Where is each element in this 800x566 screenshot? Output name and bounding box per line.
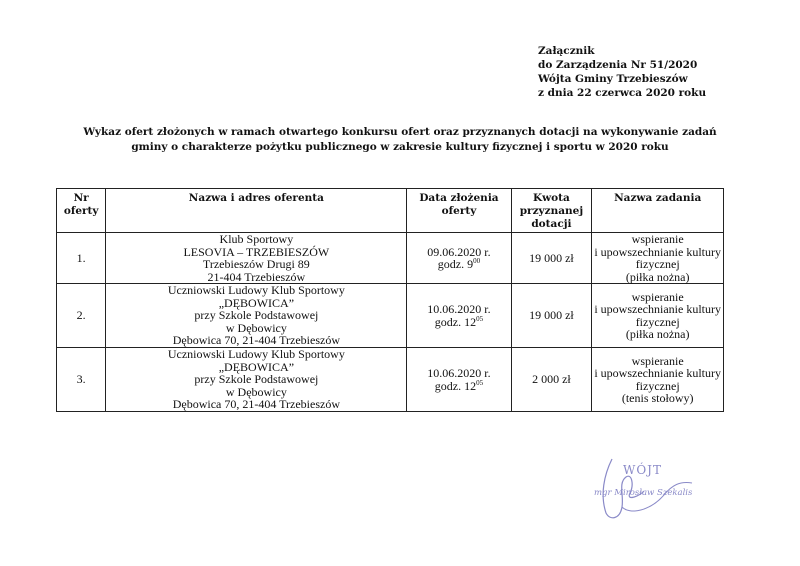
offeror-name-address: Klub Sportowy LESOVIA – TRZEBIESZÓW Trzebieszów Drugi 89 21-404 Trzebieszów (106, 233, 407, 284)
title-line-2: gminy o charakterze pożytku publicznego w zakresie kultury fizycznej i sportu w 2020 roku (131, 141, 669, 153)
ordinance-number: do Zarządzenia Nr 51/2020 (538, 59, 698, 71)
table-row (57, 284, 724, 348)
grant-amount: 19 000 zł (511, 233, 592, 284)
offer-number: 3. (57, 348, 106, 412)
grant-amount: 19 000 zł (511, 284, 592, 348)
submission-date: 09.06.2020 r. godz. $9^{00}$ (407, 233, 511, 284)
header-date: Data złożenia oferty (407, 189, 511, 233)
signature-name: mgr Mirosław Szekalis (594, 488, 693, 498)
header-name: Nazwa i adres oferenta (106, 189, 407, 233)
table-row (57, 348, 724, 412)
offeror-name-address: Uczniowski Ludowy Klub Sportowy „DĘBOWICA” przy Szkole Podstawowej w Dębowicy Dębowica 70, 21-404 Trzebieszów (106, 348, 407, 412)
table-row (57, 233, 724, 284)
title-line-1: Wykaz ofert złożonych w ramach otwartego konkursu ofert oraz przyznanych dotacji na wykonywanie zadań (83, 126, 717, 138)
submission-date: 10.06.2020 r. godz. $12^{05}$ (407, 284, 511, 348)
offers-table (56, 188, 724, 412)
offeror-name-address: Uczniowski Ludowy Klub Sportowy „DĘBOWICA” przy Szkole Podstawowej w Dębowicy Dębowica 70, 21-404 Trzebieszów (106, 284, 407, 348)
offer-number: 2. (57, 284, 106, 348)
header-task: Nazwa zadania (592, 189, 724, 233)
ordinance-date: z dnia 22 czerwca 2020 roku (538, 87, 707, 99)
header-nr: Nr oferty (57, 189, 106, 233)
table-header-row (57, 189, 724, 233)
grant-amount: 2 000 zł (511, 348, 592, 412)
attachment-header (538, 44, 706, 100)
signature-title: WÓJT (623, 463, 662, 477)
task-name: wspieranie i upowszechnianie kultury fizycznej (piłka nożna) (592, 284, 724, 348)
submission-date: 10.06.2020 r. godz. $12^{05}$ (407, 348, 511, 412)
offer-number: 1. (57, 233, 106, 284)
task-name: wspieranie i upowszechnianie kultury fizycznej (tenis stołowy) (592, 348, 724, 412)
issuer: Wójta Gminy Trzebieszów (538, 73, 688, 85)
task-name: wspieranie i upowszechnianie kultury fizycznej (piłka nożna) (592, 233, 724, 284)
header-amount: Kwota przyznanej dotacji (511, 189, 592, 233)
attachment-label: Załącznik (538, 45, 595, 57)
document-title (40, 125, 760, 155)
